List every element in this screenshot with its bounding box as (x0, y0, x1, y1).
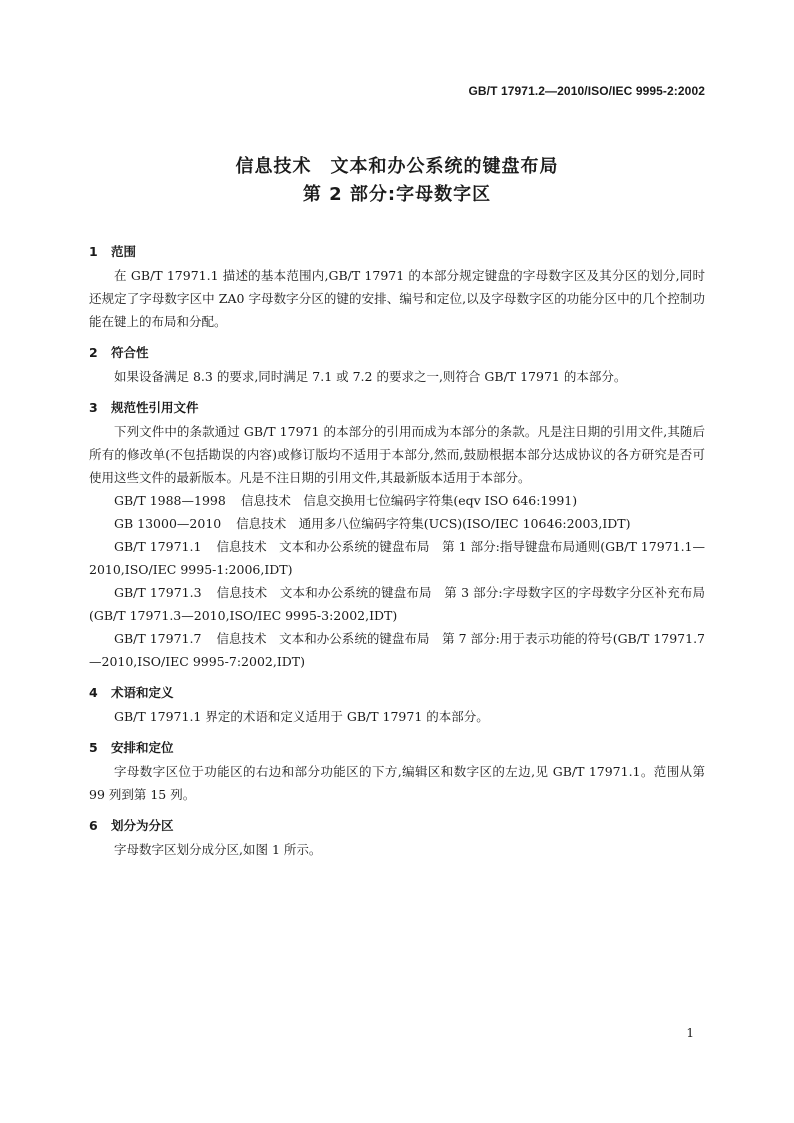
reference-text: 信息技术 文本和办公系统的键盘布局 第 3 部分:字母数字区的字母数字分区补充布局(GB/T 17971.3—2010,ISO/IEC 9995-3:2002,IDT) (89, 585, 705, 623)
section-heading (89, 681, 705, 705)
reference-code: GB/T 17971.7 (114, 631, 202, 646)
section-heading (89, 736, 705, 760)
section-number: 3 (89, 400, 98, 415)
section-normative-references (89, 396, 705, 673)
section-title: 术语和定义 (111, 685, 174, 700)
section-number: 1 (89, 244, 98, 259)
section-number: 2 (89, 345, 98, 360)
section-number: 4 (89, 685, 98, 700)
reference-item (89, 512, 705, 535)
standard-code-header: GB/T 17971.2—2010/ISO/IEC 9995-2:2002 (468, 84, 705, 98)
reference-code: GB 13000—2010 (114, 516, 222, 531)
reference-item (89, 535, 705, 581)
paragraph: 如果设备满足 8.3 的要求,同时满足 7.1 或 7.2 的要求之一,则符合 GB/T 17971 的本部分。 (114, 369, 627, 384)
paragraph: 下列文件中的条款通过 GB/T 17971 的本部分的引用而成为本部分的条款。凡是注日期的引用文件,其随后所有的修改单(不包括勘误的内容)或修订版均不适用于本部分,然而,鼓励根据本部分达成协议的各方研究是否可使用这些文件的最新版本。凡是不注日期的引用文件,其最新版本适用于本部分。 (89, 424, 705, 485)
document-title: 信息技术 文本和办公系统的键盘布局 (235, 156, 559, 177)
reference-item (89, 489, 705, 512)
reference-code: GB/T 1988—1998 (114, 493, 226, 508)
reference-text: 信息技术 信息交换用七位编码字符集(eqv ISO 646:1991) (240, 493, 578, 508)
paragraph: 字母数字区位于功能区的右边和部分功能区的下方,编辑区和数字区的左边,见 GB/T 17971.1。范围从第 99 列到第 15 列。 (89, 764, 705, 802)
reference-text: 信息技术 文本和办公系统的键盘布局 第 1 部分:指导键盘布局通则(GB/T 17971.1—2010,ISO/IEC 9995-1:2006,IDT) (89, 539, 705, 577)
section-conformance (89, 341, 705, 388)
document-body (89, 240, 705, 869)
reference-item (89, 581, 705, 627)
section-title: 安排和定位 (111, 740, 174, 755)
paragraph: GB/T 17971.1 界定的术语和定义适用于 GB/T 17971 的本部分。 (114, 709, 489, 724)
reference-text: 信息技术 文本和办公系统的键盘布局 第 7 部分:用于表示功能的符号(GB/T 17971.7—2010,ISO/IEC 9995-7:2002,IDT) (89, 631, 705, 669)
section-heading (89, 240, 705, 264)
reference-item (89, 627, 705, 673)
section-heading (89, 396, 705, 420)
section-terms-definitions (89, 681, 705, 728)
reference-code: GB/T 17971.1 (114, 539, 202, 554)
section-title: 范围 (111, 244, 137, 259)
section-number: 6 (89, 818, 98, 833)
reference-text: 信息技术 通用多八位编码字符集(UCS)(ISO/IEC 10646:2003,IDT) (236, 516, 631, 531)
section-heading (89, 341, 705, 365)
section-number: 5 (89, 740, 98, 755)
section-arrangement-location (89, 736, 705, 806)
paragraph: 字母数字区划分成分区,如图 1 所示。 (114, 842, 322, 857)
section-title: 符合性 (111, 345, 149, 360)
section-scope (89, 240, 705, 333)
section-division-into-zones (89, 814, 705, 861)
reference-code: GB/T 17971.3 (114, 585, 202, 600)
section-heading (89, 814, 705, 838)
section-title: 划分为分区 (111, 818, 174, 833)
document-subtitle: 第 2 部分:字母数字区 (302, 184, 492, 205)
section-title: 规范性引用文件 (111, 400, 199, 415)
page-number: 1 (686, 1026, 694, 1040)
paragraph: 在 GB/T 17971.1 描述的基本范围内,GB/T 17971 的本部分规定键盘的字母数字区及其分区的划分,同时还规定了字母数字区中 ZA0 字母数字分区的键的安排、编号和定位,以及字母数字区的功能分区中的几个控制功能在键上的布局和分配。 (89, 268, 705, 329)
